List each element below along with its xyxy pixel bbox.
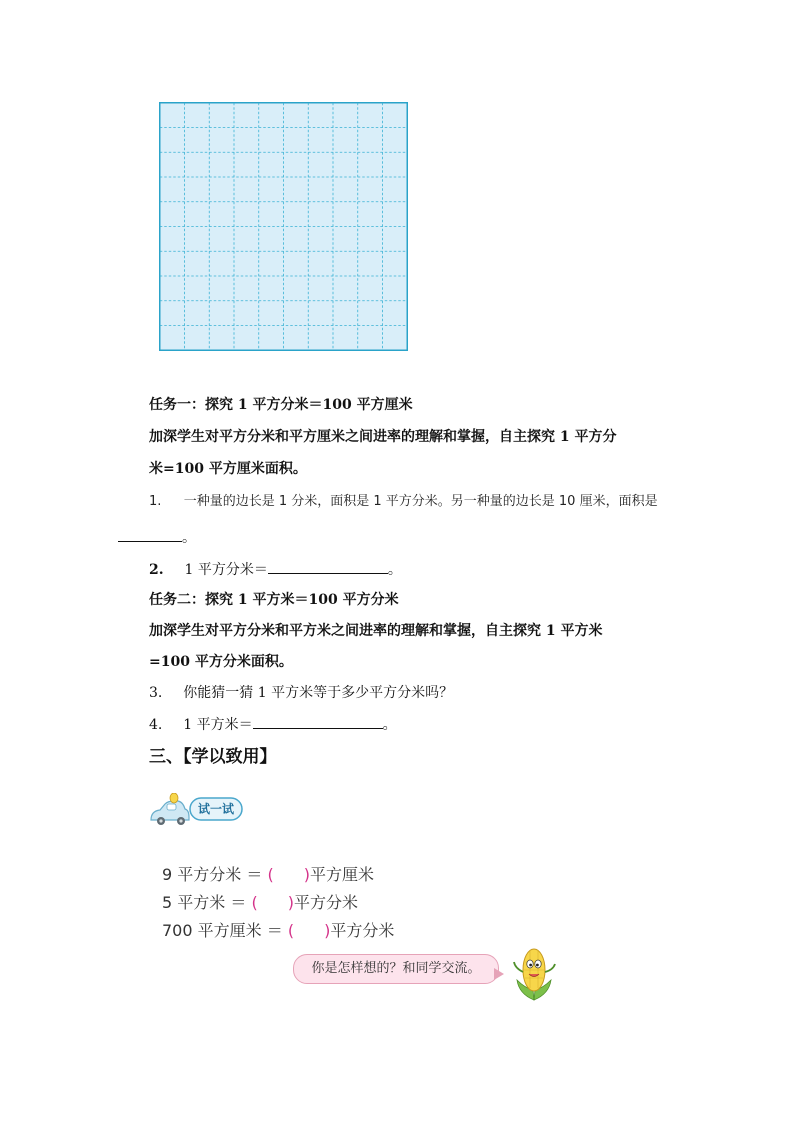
exercise-row — [162, 918, 394, 941]
exercise-2-close-paren: ) — [287, 893, 294, 912]
task2-title: 任务二：探究 1 平方米＝100 平方分米 — [149, 592, 399, 608]
exercise-1-close-paren: ) — [303, 865, 310, 884]
exercise-3-right: 平方分米 — [330, 921, 395, 940]
question-1-blank[interactable] — [118, 527, 182, 542]
question-2 — [149, 559, 402, 580]
question-2-end: 。 — [387, 562, 402, 578]
corn-mascot-icon — [509, 944, 559, 1002]
question-1-end: 。 — [182, 530, 196, 546]
exercise-1-open-paren: ( — [267, 865, 274, 884]
question-2-text: 1 平方分米＝ — [184, 562, 268, 578]
exercise-row — [162, 890, 358, 913]
speech-bubble — [293, 954, 499, 984]
try-badge-label: 试一试 — [197, 802, 234, 816]
section-3-heading: 三、【学以致用】 — [149, 747, 277, 767]
question-4-blank[interactable] — [253, 714, 383, 729]
exercise-1-right: 平方厘米 — [309, 865, 374, 884]
question-2-blank[interactable] — [268, 559, 388, 574]
question-4-text: 1 平方米＝ — [183, 717, 253, 733]
square-grid — [159, 102, 408, 351]
exercise-3-open-paren: ( — [287, 921, 295, 940]
exercise-3-left: 700 平方厘米 ＝ — [162, 921, 283, 940]
question-1-answer — [118, 527, 196, 548]
question-1-number: 1. — [149, 494, 162, 509]
question-2-number: 2. — [149, 562, 164, 578]
speech-bubble-text: 你是怎样想的？和同学交流。 — [311, 961, 481, 976]
task2-desc-line1: 加深学生对平方分米和平方米之间进率的理解和掌握，自主探究 1 平方米 — [149, 623, 603, 639]
question-4 — [149, 714, 397, 735]
question-3 — [149, 683, 453, 703]
exercise-1-left: 9 平方分米 ＝ — [162, 865, 263, 884]
task2-desc-line2: =100 平方分米面积。 — [149, 654, 293, 670]
task1-desc-line2: 米=100 平方厘米面积。 — [149, 461, 307, 477]
question-3-text: 你能猜一猜 1 平方米等于多少平方分米吗？ — [183, 685, 454, 701]
question-1 — [149, 492, 658, 512]
question-3-number: 3. — [149, 685, 163, 701]
question-4-number: 4. — [149, 717, 163, 733]
exercise-3-close-paren: ) — [324, 921, 331, 940]
task1-title: 任务一：探究 1 平方分米＝100 平方厘米 — [149, 397, 413, 413]
exercise-row — [162, 862, 374, 885]
task1-desc-line1: 加深学生对平方分米和平方厘米之间进率的理解和掌握，自主探究 1 平方分 — [149, 429, 617, 445]
exercise-2-open-paren: ( — [251, 893, 258, 912]
grid-svg — [159, 102, 408, 351]
try-badge — [148, 793, 248, 827]
question-4-end: 。 — [382, 717, 397, 733]
speech-bubble-tail — [494, 968, 504, 980]
question-1-text: 一种量的边长是 1 分米，面积是 1 平方分米。另一种量的边长是 10 厘米，面积是 — [183, 494, 658, 509]
exercise-2-right: 平方分米 — [293, 893, 358, 912]
exercise-2-left: 5 平方米 ＝ — [162, 893, 247, 912]
